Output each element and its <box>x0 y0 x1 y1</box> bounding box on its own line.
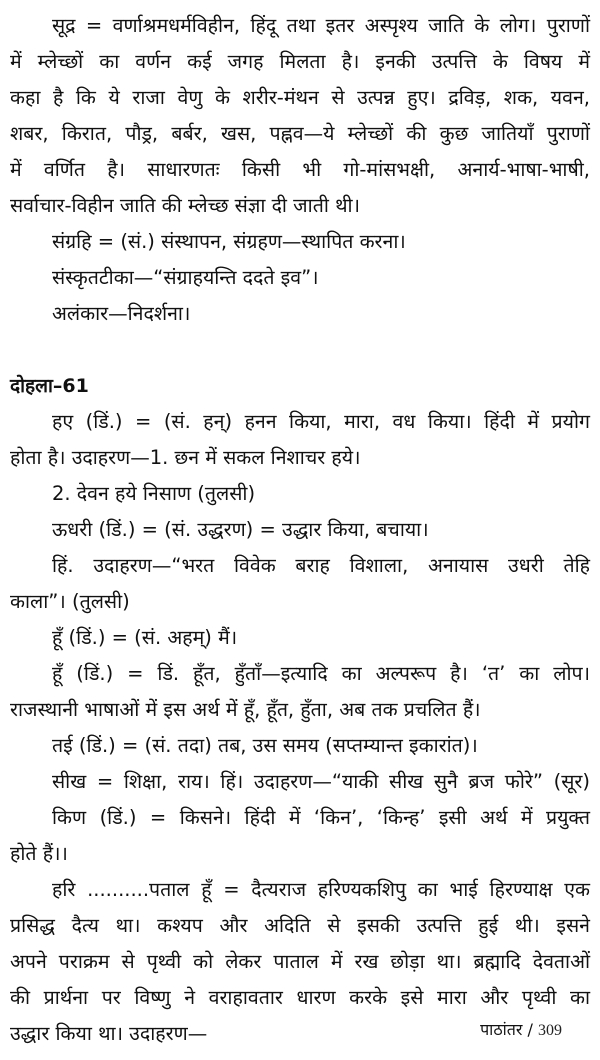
text-line: सूद्र = वर्णाश्रमधर्मविहीन, हिंदू तथा इतर अस्पृश्य जाति के लोग। पुराणों <box>52 14 590 37</box>
text-line: ऊधरी (डिं.) = (सं. उद्धरण) = उद्धार किया, बचाया। <box>52 518 429 541</box>
text-line: अपने पराक्रम से पृथ्वी को लेकर पाताल में रख छोड़ा था। ब्रह्मादि देवताओं <box>10 950 590 973</box>
text-line: अलंकार—निदर्शना। <box>52 302 191 325</box>
text-line: शबर, किरात, पौड्र, बर्बर, खस, पह्नव—ये म्लेच्छों की कुछ जातियाँ पुराणों <box>10 122 590 145</box>
text-line: संग्रहि = (सं.) संस्थापन, संग्रहण—स्थापित करना। <box>52 230 406 253</box>
text-line: 2. देवन हये निसाण (तुलसी) <box>52 482 256 505</box>
text-line: की प्रार्थना पर विष्णु ने वराहावतार धारण करके इसे मारा और पृथ्वी का <box>10 986 590 1009</box>
separator: / <box>522 1020 538 1039</box>
text-line: संस्कृतटीका—“संग्राहयन्ति ददते इव”। <box>52 266 319 289</box>
text-line: में म्लेच्छों का वर्णन कई जगह मिलता है। इनकी उत्पत्ति के विषय में <box>10 50 590 73</box>
text-line: हए (डिं.) = (सं. हन्) हनन किया, मारा, वध किया। हिंदी में प्रयोग <box>52 410 590 433</box>
text-line: काला”। (तुलसी) <box>10 590 130 613</box>
text-line: होते हैं।। <box>10 842 68 865</box>
text-line: कहा है कि ये राजा वेणु के शरीर-मंथन से उत्पन्न हुए। द्रविड़, शक, यवन, <box>10 86 590 109</box>
text-line: सर्वाचार-विहीन जाति की म्लेच्छ संज्ञा दी जाती थी। <box>10 194 360 217</box>
page-body <box>10 8 590 1052</box>
text-line: राजस्थानी भाषाओं में इस अर्थ में हूँ, हूँत, हुँता, अब तक प्रचलित हैं। <box>10 698 481 721</box>
running-title: पाठांतर <box>480 1020 523 1039</box>
text-line: प्रसिद्ध दैत्य था। कश्यप और अदिति से इसकी उत्पत्ति हुई थी। इसने <box>10 914 590 937</box>
text-line: होता है। उदाहरण—1. छन में सकल निशाचर हये। <box>10 446 361 469</box>
text-line: सीख = शिक्षा, राय। हिं। उदाहरण—“याकी सीख सुनै ब्रज फोरे” (सूर) <box>52 770 590 793</box>
section-heading: दोहला–61 <box>10 375 89 397</box>
page-footer <box>480 1018 562 1040</box>
text-line: हरि ..........पताल हूँ = दैत्यराज हरिण्यकशिपु का भाई हिरण्याक्ष एक <box>52 878 590 901</box>
text-line: हूँ (डिं.) = (सं. अहम्) मैं। <box>52 626 238 649</box>
text-line: में वर्णित है। साधारणतः किसी भी गो-मांसभक्षी, अनार्य-भाषा-भाषी, <box>10 158 590 181</box>
text-line: किण (डिं.) = किसने। हिंदी में ‘किन’, ‘किन्ह’ इसी अर्थ में प्रयुक्त <box>52 806 590 829</box>
text-line: हूँ (डिं.) = डिं. हूँत, हुँताँ—इत्यादि का अल्परूप है। ‘त’ का लोप। <box>52 662 590 685</box>
page-number: 309 <box>538 1022 562 1039</box>
spacer <box>10 332 590 368</box>
text-line: उद्धार किया था। उदाहरण— <box>10 1022 208 1045</box>
text-line: हिं. उदाहरण—“भरत विवेक बराह विशाला, अनायास उधरी तेहि <box>52 554 590 577</box>
text-line: तई (डिं.) = (सं. तदा) तब, उस समय (सप्तम्यान्त इकारांत)। <box>52 734 478 757</box>
